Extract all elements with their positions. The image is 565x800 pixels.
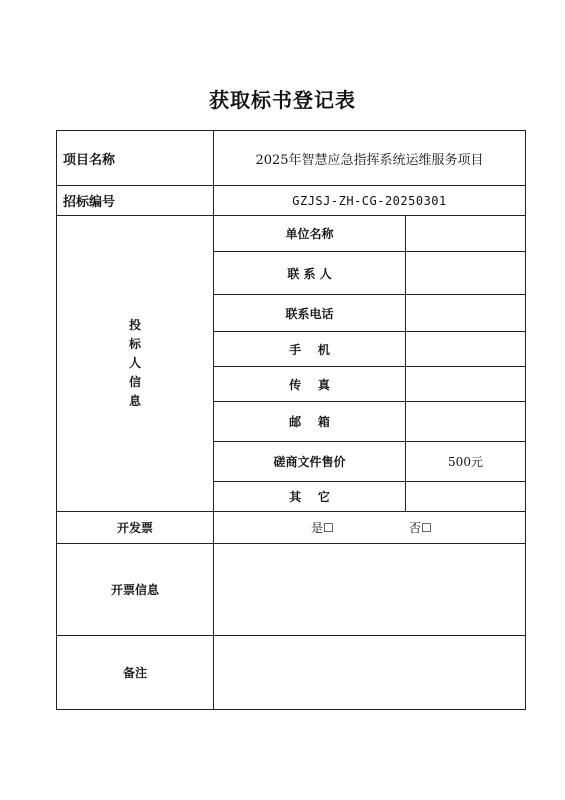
- field-value-company[interactable]: [406, 216, 525, 251]
- field-label-contact: 联 系 人: [287, 266, 332, 281]
- field-value-fax[interactable]: [406, 367, 525, 401]
- invoice-label: 开发票: [116, 521, 153, 535]
- field-value-email[interactable]: [406, 402, 525, 441]
- field-value-phone[interactable]: [406, 295, 525, 331]
- invoice-info-value[interactable]: [214, 544, 525, 635]
- invoice-yes-checkbox[interactable]: 是☐: [311, 521, 334, 535]
- registration-table: [56, 130, 526, 710]
- field-label-document-price: 磋商文件售价: [273, 455, 346, 469]
- invoice-options: [214, 512, 525, 543]
- field-label-email: 邮 箱: [289, 415, 330, 429]
- field-value-mobile[interactable]: [406, 332, 525, 366]
- invoice-info-label: 开票信息: [110, 583, 159, 597]
- field-label-company: 单位名称: [285, 227, 334, 241]
- field-value-document-price: 500元: [448, 455, 483, 469]
- tender-number-label: 招标编号: [63, 195, 116, 210]
- form-title: 获取标书登记表: [209, 88, 356, 112]
- project-name-value[interactable]: 2025年智慧应急指挥系统运维服务项目: [255, 152, 484, 168]
- field-value-other[interactable]: [406, 482, 525, 511]
- field-label-other: 其 它: [289, 490, 330, 504]
- bidder-info-label: [57, 216, 213, 511]
- bidder-info-char: 信: [128, 375, 141, 389]
- bidder-info-char: 人: [128, 356, 141, 370]
- tender-number-value[interactable]: GZJSJ-ZH-CG-20250301: [292, 193, 447, 208]
- field-label-fax: 传 真: [289, 377, 330, 392]
- field-label-mobile: 手 机: [289, 342, 330, 357]
- bidder-info-char: 息: [128, 394, 141, 408]
- remarks-label: 备注: [122, 666, 147, 680]
- field-label-phone: 联系电话: [285, 306, 334, 321]
- project-name-label: 项目名称: [63, 152, 116, 168]
- invoice-no-checkbox[interactable]: 否☐: [409, 521, 432, 535]
- remarks-value[interactable]: [214, 636, 525, 709]
- bidder-info-char: 标: [128, 337, 141, 351]
- field-value-contact[interactable]: [406, 252, 525, 294]
- bidder-info-char: 投: [128, 318, 141, 332]
